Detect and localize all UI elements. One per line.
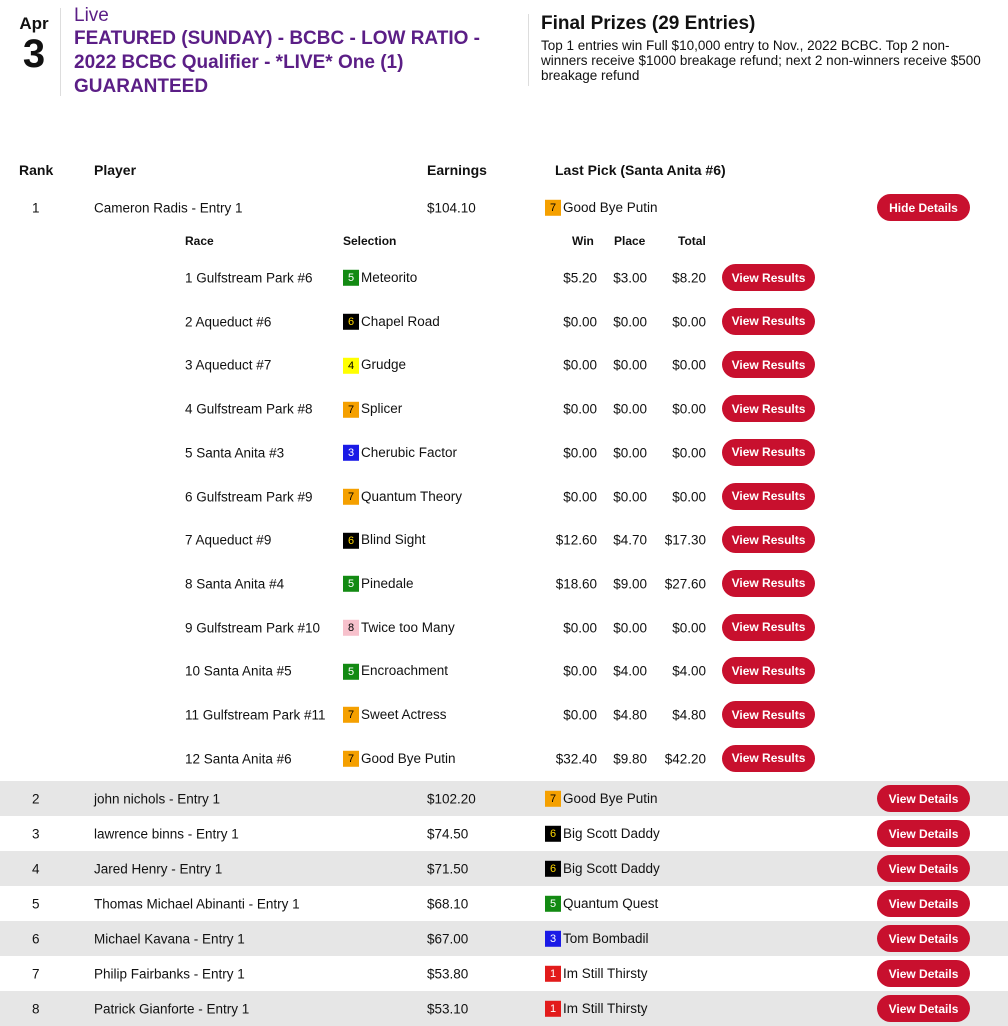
- leaderboard-row: [0, 190, 1008, 225]
- leaderboard-row: [0, 991, 1008, 1026]
- win-amount: $32.40: [555, 751, 597, 767]
- view-results-button[interactable]: View Results: [722, 351, 815, 378]
- place-amount: $0.00: [613, 314, 647, 330]
- place-amount: $4.70: [613, 532, 647, 548]
- earnings: $67.00: [427, 931, 469, 946]
- entry-pick: [545, 790, 658, 806]
- total-amount: $27.60: [664, 576, 706, 592]
- view-results-button[interactable]: View Results: [722, 308, 815, 335]
- detail-row: [0, 475, 1008, 519]
- saddle-cloth-badge: 8: [343, 620, 359, 636]
- player-name: Thomas Michael Abinanti - Entry 1: [94, 896, 300, 911]
- horse-name: Pinedale: [361, 575, 414, 591]
- place-amount: $9.80: [613, 751, 647, 767]
- saddle-cloth-badge: 7: [343, 489, 359, 505]
- entry-pick: [545, 895, 658, 911]
- detail-pick: [343, 357, 406, 373]
- saddle-cloth-badge: 5: [343, 270, 359, 286]
- win-amount: $0.00: [563, 445, 597, 461]
- total-amount: $0.00: [672, 445, 706, 461]
- detail-col-header-selection: Selection: [343, 234, 397, 248]
- saddle-cloth-badge: 3: [343, 445, 359, 461]
- race-name: 8 Santa Anita #4: [185, 576, 285, 592]
- horse-name: Good Bye Putin: [563, 790, 658, 806]
- detail-pick: [343, 532, 426, 548]
- hide-details-button[interactable]: Hide Details: [877, 194, 970, 221]
- earnings: $104.10: [427, 200, 476, 215]
- win-amount: $0.00: [563, 314, 597, 330]
- place-amount: $0.00: [613, 401, 647, 417]
- view-details-button[interactable]: View Details: [877, 855, 970, 882]
- player-name: Patrick Gianforte - Entry 1: [94, 1001, 250, 1016]
- saddle-cloth-badge: 7: [343, 401, 359, 417]
- win-amount: $0.00: [563, 401, 597, 417]
- view-results-button[interactable]: View Results: [722, 570, 815, 597]
- total-amount: $17.30: [664, 532, 706, 548]
- win-amount: $5.20: [563, 270, 597, 286]
- detail-pick: [343, 270, 417, 286]
- rank: 8: [32, 1001, 40, 1016]
- view-details-button[interactable]: View Details: [877, 960, 970, 987]
- leaderboard-row: [0, 816, 1008, 851]
- leaderboard-row: [0, 886, 1008, 921]
- leaderboard-row: [0, 781, 1008, 816]
- saddle-cloth-badge: 6: [545, 826, 561, 842]
- win-amount: $0.00: [563, 357, 597, 373]
- rank: 3: [32, 826, 40, 841]
- view-details-button[interactable]: View Details: [877, 890, 970, 917]
- win-amount: $0.00: [563, 663, 597, 679]
- place-amount: $4.00: [613, 663, 647, 679]
- horse-name: Encroachment: [361, 663, 449, 679]
- col-header-last-pick: Last Pick (Santa Anita #6): [555, 162, 726, 178]
- place-amount: $0.00: [613, 445, 647, 461]
- player-name: john nichols - Entry 1: [94, 791, 221, 806]
- detail-row: [0, 300, 1008, 344]
- place-amount: $0.00: [613, 489, 647, 504]
- view-details-button[interactable]: View Details: [877, 995, 970, 1022]
- col-header-player: Player: [94, 162, 137, 178]
- horse-name: Sweet Actress: [361, 706, 447, 722]
- detail-col-header-total: Total: [678, 234, 706, 248]
- horse-name: Good Bye Putin: [361, 750, 456, 766]
- prizes-heading: Final Prizes (29 Entries): [541, 13, 756, 34]
- win-amount: $0.00: [563, 489, 597, 504]
- race-name: 12 Santa Anita #6: [185, 751, 292, 767]
- view-details-button[interactable]: View Details: [877, 925, 970, 952]
- race-name: 4 Gulfstream Park #8: [185, 401, 313, 417]
- view-details-button[interactable]: View Details: [877, 785, 970, 812]
- detail-pick: [343, 445, 457, 461]
- saddle-cloth-badge: 6: [343, 532, 359, 548]
- horse-name: Big Scott Daddy: [563, 860, 660, 876]
- horse-name: Good Bye Putin: [563, 199, 658, 215]
- detail-pick: [343, 750, 456, 766]
- detail-col-header-race: Race: [185, 234, 214, 248]
- view-results-button[interactable]: View Results: [722, 701, 815, 728]
- rank: 6: [32, 931, 40, 946]
- view-results-button[interactable]: View Results: [722, 483, 815, 510]
- prizes-description: Top 1 entries win Full $10,000 entry to Nov., 2022 BCBC. Top 2 non-winners receive $1000 breakage refund; next 2 non-winners receive $500 breakage refund: [541, 38, 981, 83]
- saddle-cloth-badge: 6: [343, 314, 359, 330]
- contest-status: Live: [74, 5, 109, 26]
- detail-row: [0, 343, 1008, 387]
- race-name: 3 Aqueduct #7: [185, 357, 272, 373]
- saddle-cloth-badge: 1: [545, 966, 561, 982]
- entry-pick: [545, 860, 660, 876]
- race-name: 5 Santa Anita #3: [185, 445, 285, 461]
- total-amount: $42.20: [664, 751, 706, 767]
- entry-pick: [545, 199, 658, 215]
- place-amount: $4.80: [613, 707, 647, 723]
- horse-name: Splicer: [361, 400, 403, 416]
- player-name: lawrence binns - Entry 1: [94, 826, 239, 841]
- detail-pick: [343, 401, 402, 417]
- place-amount: $0.00: [613, 620, 647, 636]
- horse-name: Quantum Theory: [361, 488, 463, 504]
- view-results-button[interactable]: View Results: [722, 264, 815, 291]
- detail-pick: [343, 488, 462, 504]
- race-name: 6 Gulfstream Park #9: [185, 489, 313, 504]
- total-amount: $8.20: [672, 270, 706, 286]
- leaderboard-row: [0, 851, 1008, 886]
- player-name: Jared Henry - Entry 1: [94, 861, 223, 876]
- horse-name: Im Still Thirsty: [563, 1000, 648, 1016]
- detail-pick: [343, 313, 440, 329]
- earnings: $102.20: [427, 791, 476, 806]
- view-results-button[interactable]: View Results: [722, 745, 815, 772]
- entry-pick: [545, 1000, 648, 1016]
- view-results-button[interactable]: View Results: [722, 395, 815, 422]
- total-amount: $4.00: [672, 663, 706, 679]
- leaderboard-row: [0, 921, 1008, 956]
- detail-pick: [343, 707, 447, 723]
- rank: 4: [32, 861, 40, 876]
- win-amount: $18.60: [555, 576, 597, 592]
- horse-name: Quantum Quest: [563, 895, 659, 911]
- race-name: 2 Aqueduct #6: [185, 314, 272, 330]
- saddle-cloth-badge: 5: [343, 664, 359, 680]
- saddle-cloth-badge: 1: [545, 1001, 561, 1017]
- earnings: $71.50: [427, 861, 469, 876]
- detail-row: [0, 431, 1008, 475]
- detail-row: [0, 737, 1008, 781]
- detail-row: [0, 562, 1008, 606]
- view-results-button[interactable]: View Results: [722, 526, 815, 553]
- detail-row: [0, 387, 1008, 431]
- divider: [528, 14, 529, 86]
- total-amount: $4.80: [672, 707, 706, 723]
- divider: [60, 8, 61, 96]
- win-amount: $12.60: [555, 532, 597, 548]
- earnings: $74.50: [427, 826, 469, 841]
- horse-name: Im Still Thirsty: [563, 965, 648, 981]
- horse-name: Meteorito: [361, 269, 418, 285]
- col-header-earnings: Earnings: [427, 162, 487, 178]
- entry-pick: [545, 930, 649, 946]
- saddle-cloth-badge: 7: [545, 200, 561, 216]
- horse-name: Grudge: [361, 357, 407, 373]
- player-name: Cameron Radis - Entry 1: [94, 200, 243, 215]
- detail-row: [0, 693, 1008, 737]
- saddle-cloth-badge: 6: [545, 861, 561, 877]
- detail-pick: [343, 663, 448, 679]
- horse-name: Twice too Many: [361, 619, 455, 635]
- race-name: 10 Santa Anita #5: [185, 663, 292, 679]
- horse-name: Chapel Road: [361, 313, 440, 329]
- detail-row: [0, 518, 1008, 562]
- earnings: $53.80: [427, 966, 469, 981]
- leaderboard-row: [0, 956, 1008, 991]
- saddle-cloth-badge: 5: [545, 896, 561, 912]
- date-month: Apr: [19, 14, 49, 33]
- view-results-button[interactable]: View Results: [722, 614, 815, 641]
- date-day: 3: [22, 32, 46, 76]
- win-amount: $0.00: [563, 620, 597, 636]
- total-amount: $0.00: [672, 489, 706, 504]
- earnings: $68.10: [427, 896, 469, 911]
- saddle-cloth-badge: 4: [343, 358, 359, 374]
- race-name: 9 Gulfstream Park #10: [185, 620, 321, 636]
- horse-name: Big Scott Daddy: [563, 825, 660, 841]
- horse-name: Tom Bombadil: [563, 930, 649, 946]
- race-name: 7 Aqueduct #9: [185, 532, 272, 548]
- detail-pick: [343, 619, 455, 635]
- contest-title: FEATURED (SUNDAY) - BCBC - LOW RATIO - 2022 BCBC Qualifier - *LIVE* One (1) GUARANTEED: [74, 28, 481, 97]
- rank: 2: [32, 791, 40, 806]
- saddle-cloth-badge: 7: [545, 791, 561, 807]
- detail-row: [0, 256, 1008, 300]
- total-amount: $0.00: [672, 620, 706, 636]
- saddle-cloth-badge: 7: [343, 751, 359, 767]
- entry-pick: [545, 965, 648, 981]
- player-name: Philip Fairbanks - Entry 1: [94, 966, 245, 981]
- earnings: $53.10: [427, 1001, 469, 1016]
- total-amount: $0.00: [672, 401, 706, 417]
- col-header-rank: Rank: [19, 162, 54, 178]
- win-amount: $0.00: [563, 707, 597, 723]
- saddle-cloth-badge: 5: [343, 576, 359, 592]
- rank: 5: [32, 896, 40, 911]
- view-results-button[interactable]: View Results: [722, 657, 815, 684]
- detail-pick: [343, 576, 414, 592]
- rank: 1: [32, 200, 40, 215]
- total-amount: $0.00: [672, 314, 706, 330]
- detail-col-header-win: Win: [572, 234, 594, 248]
- detail-row: [0, 606, 1008, 650]
- saddle-cloth-badge: 3: [545, 931, 561, 947]
- horse-name: Blind Sight: [361, 531, 426, 547]
- place-amount: $0.00: [613, 357, 647, 373]
- race-name: 1 Gulfstream Park #6: [185, 270, 313, 286]
- rank: 7: [32, 966, 40, 981]
- saddle-cloth-badge: 7: [343, 707, 359, 723]
- total-amount: $0.00: [672, 357, 706, 373]
- player-name: Michael Kavana - Entry 1: [94, 931, 245, 946]
- horse-name: Cherubic Factor: [361, 444, 458, 460]
- view-results-button[interactable]: View Results: [722, 439, 815, 466]
- place-amount: $9.00: [613, 576, 647, 592]
- race-name: 11 Gulfstream Park #11: [185, 707, 326, 723]
- detail-col-header-place: Place: [614, 234, 646, 248]
- place-amount: $3.00: [613, 270, 647, 286]
- detail-row: [0, 649, 1008, 693]
- view-details-button[interactable]: View Details: [877, 820, 970, 847]
- contest-date: [14, 14, 54, 74]
- entry-pick: [545, 825, 660, 841]
